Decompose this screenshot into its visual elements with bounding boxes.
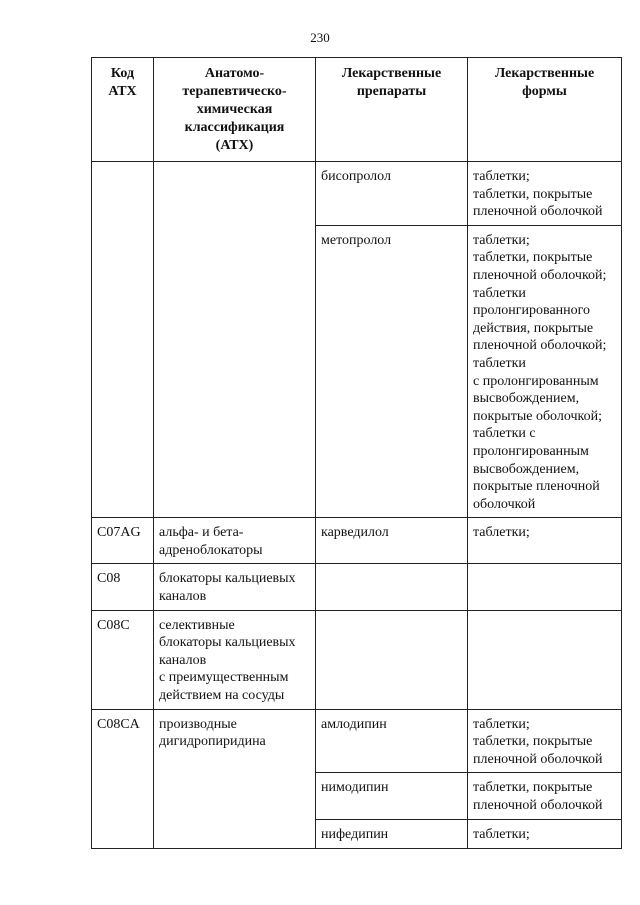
drug-cell: амлодипин — [316, 709, 468, 773]
drug-cell — [316, 610, 468, 709]
drug-cell: метопролол — [316, 225, 468, 518]
atx-drug-table — [91, 57, 622, 849]
code-cell: C08CA — [92, 709, 154, 848]
table-row — [92, 709, 622, 773]
drug-cell: нифедипин — [316, 819, 468, 848]
code-cell — [92, 162, 154, 518]
forms-cell: таблетки; таблетки, покрытые пленочной оболочкой; таблетки пролонгированного действия, покрытые пленочной оболочкой; таблетки с пролонгированным высвобождением, покрытые оболочкой; таблетки с пролонгированным высвобождением, покрытые пленочной оболочкой — [468, 225, 622, 518]
header-drugs: Лекарственные препараты — [316, 58, 468, 162]
header-classification: Анатомо- терапевтическо- химическая классификация (АТХ) — [154, 58, 316, 162]
classification-cell: селективные блокаторы кальциевых каналов с преимущественным действием на сосуды — [154, 610, 316, 709]
forms-cell: таблетки; таблетки, покрытые пленочной оболочкой — [468, 162, 622, 226]
table-header-row — [92, 58, 622, 162]
forms-cell — [468, 564, 622, 610]
table-row — [92, 518, 622, 564]
forms-cell — [468, 610, 622, 709]
classification-cell: производные дигидропиридина — [154, 709, 316, 848]
code-cell: C08 — [92, 564, 154, 610]
drug-cell — [316, 564, 468, 610]
drug-cell: карведилол — [316, 518, 468, 564]
code-cell: C07AG — [92, 518, 154, 564]
drug-cell: бисопролол — [316, 162, 468, 226]
table-row — [92, 162, 622, 226]
header-code: Код АТХ — [92, 58, 154, 162]
classification-cell: блокаторы кальциевых каналов — [154, 564, 316, 610]
forms-cell: таблетки; — [468, 518, 622, 564]
classification-cell: альфа- и бета- адреноблокаторы — [154, 518, 316, 564]
classification-cell — [154, 162, 316, 518]
forms-cell: таблетки, покрытые пленочной оболочкой — [468, 773, 622, 819]
table-row — [92, 610, 622, 709]
table-row — [92, 564, 622, 610]
code-cell: C08C — [92, 610, 154, 709]
page-number: 230 — [310, 30, 330, 45]
forms-cell: таблетки; — [468, 819, 622, 848]
header-forms: Лекарственные формы — [468, 58, 622, 162]
forms-cell: таблетки; таблетки, покрытые пленочной оболочкой — [468, 709, 622, 773]
drug-cell: нимодипин — [316, 773, 468, 819]
